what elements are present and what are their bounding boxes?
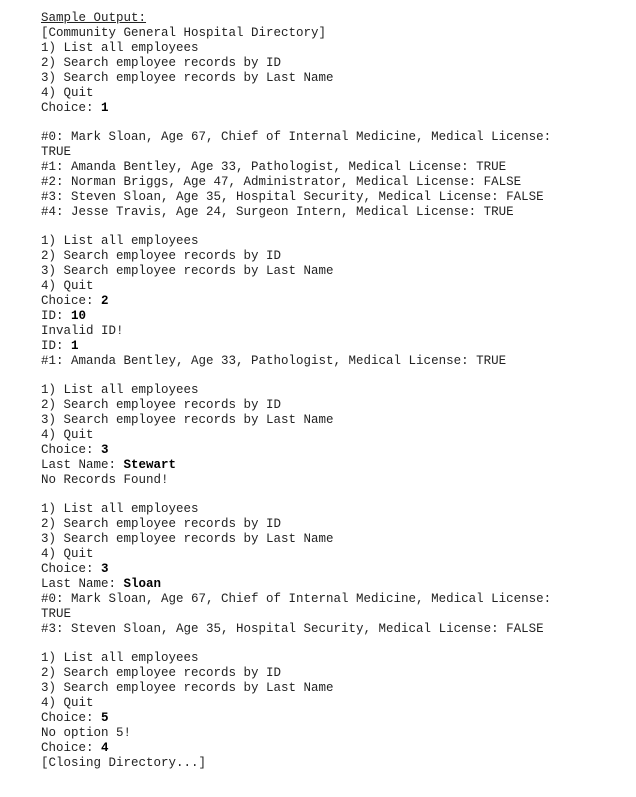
output-text: 3) Search employee records by Last Name [41,681,334,695]
output-line [41,130,631,145]
output-text: 1) List all employees [41,651,199,665]
output-line [41,249,631,264]
output-line [41,696,631,711]
output-line [41,234,631,249]
output-text: #3: Steven Sloan, Age 35, Hospital Security, Medical License: FALSE [41,622,544,636]
document-title: Sample Output: [41,11,147,25]
output-text: 2) Search employee records by ID [41,517,282,531]
output-text: 2) Search employee records by ID [41,249,282,263]
output-line [41,517,631,532]
output-text: 1) List all employees [41,502,199,516]
output-text: #0: Mark Sloan, Age 67, Chief of Internal Medicine, Medical License: [41,592,552,606]
user-input: 3 [101,443,109,457]
output-text: Choice: [41,101,102,115]
output-line [41,428,631,443]
output-text: TRUE [41,145,72,159]
output-line [41,86,631,101]
output-line [41,264,631,279]
user-input: 1 [101,101,109,115]
output-line [41,309,631,324]
output-text: TRUE [41,607,72,621]
output-line [41,666,631,681]
output-line [41,651,631,666]
output-line [41,354,631,369]
output-line [41,383,631,398]
output-text: 3) Search employee records by Last Name [41,264,334,278]
output-line [41,726,631,741]
output-text: 1) List all employees [41,383,199,397]
output-line [41,398,631,413]
output-line [41,547,631,562]
output-text: #4: Jesse Travis, Age 24, Surgeon Intern, Medical License: TRUE [41,205,514,219]
output-line [41,101,631,116]
user-input: Stewart [123,458,177,472]
output-text: 3) Search employee records by Last Name [41,413,334,427]
output-text: No option 5! [41,726,132,740]
user-input: 3 [101,562,109,576]
output-text: [Closing Directory...] [41,756,207,770]
user-input: 4 [101,741,109,755]
output-line [41,592,631,607]
output-text: 2) Search employee records by ID [41,666,282,680]
output-text: #1: Amanda Bentley, Age 33, Pathologist, Medical License: TRUE [41,354,507,368]
output-text: 2) Search employee records by ID [41,56,282,70]
output-text: #2: Norman Briggs, Age 47, Administrator, Medical License: FALSE [41,175,522,189]
output-line [41,294,631,309]
output-text: #3: Steven Sloan, Age 35, Hospital Security, Medical License: FALSE [41,190,544,204]
output-line [41,607,631,622]
output-line [41,145,631,160]
user-input: Sloan [123,577,162,591]
output-line [41,279,631,294]
output-text: 4) Quit [41,696,94,710]
output-line [41,711,631,726]
output-text: 4) Quit [41,86,94,100]
sample-output-document [41,11,631,771]
output-text: 2) Search employee records by ID [41,398,282,412]
output-text: 4) Quit [41,428,94,442]
output-text: Choice: [41,711,102,725]
user-input: 2 [101,294,109,308]
output-text: [Community General Hospital Directory] [41,26,327,40]
user-input: 1 [71,339,79,353]
output-text: #1: Amanda Bentley, Age 33, Pathologist, Medical License: TRUE [41,160,507,174]
output-text: No Records Found! [41,473,169,487]
output-text: Last Name: [41,577,124,591]
output-line [41,577,631,592]
blank-line [41,116,631,130]
output-text: 3) Search employee records by Last Name [41,532,334,546]
output-line [41,443,631,458]
output-line [41,562,631,577]
output-text: 4) Quit [41,547,94,561]
output-text: #0: Mark Sloan, Age 67, Chief of Internal Medicine, Medical License: [41,130,552,144]
blank-line [41,220,631,234]
output-line [41,160,631,175]
output-line [41,205,631,220]
output-line [41,190,631,205]
output-text: Last Name: [41,458,124,472]
output-line [41,339,631,354]
output-line [41,26,631,41]
output-text: 3) Search employee records by Last Name [41,71,334,85]
output-line [41,324,631,339]
output-line [41,473,631,488]
blank-line [41,637,631,651]
output-line [41,71,631,86]
output-text: Choice: [41,562,102,576]
output-text: 4) Quit [41,279,94,293]
output-line [41,532,631,547]
output-line [41,56,631,71]
output-text: 1) List all employees [41,234,199,248]
output-line [41,41,631,56]
output-line [41,175,631,190]
output-line [41,413,631,428]
output-line [41,741,631,756]
user-input: 5 [101,711,109,725]
output-text: Choice: [41,294,102,308]
output-line [41,502,631,517]
output-line [41,756,631,771]
output-text: ID: [41,309,72,323]
output-text: Invalid ID! [41,324,124,338]
blank-line [41,369,631,383]
output-line [41,681,631,696]
output-line [41,458,631,473]
output-text: Choice: [41,443,102,457]
output-text: Choice: [41,741,102,755]
blank-line [41,488,631,502]
output-text: 1) List all employees [41,41,199,55]
output-text: ID: [41,339,72,353]
user-input: 10 [71,309,87,323]
output-line [41,622,631,637]
console-output [41,26,631,771]
